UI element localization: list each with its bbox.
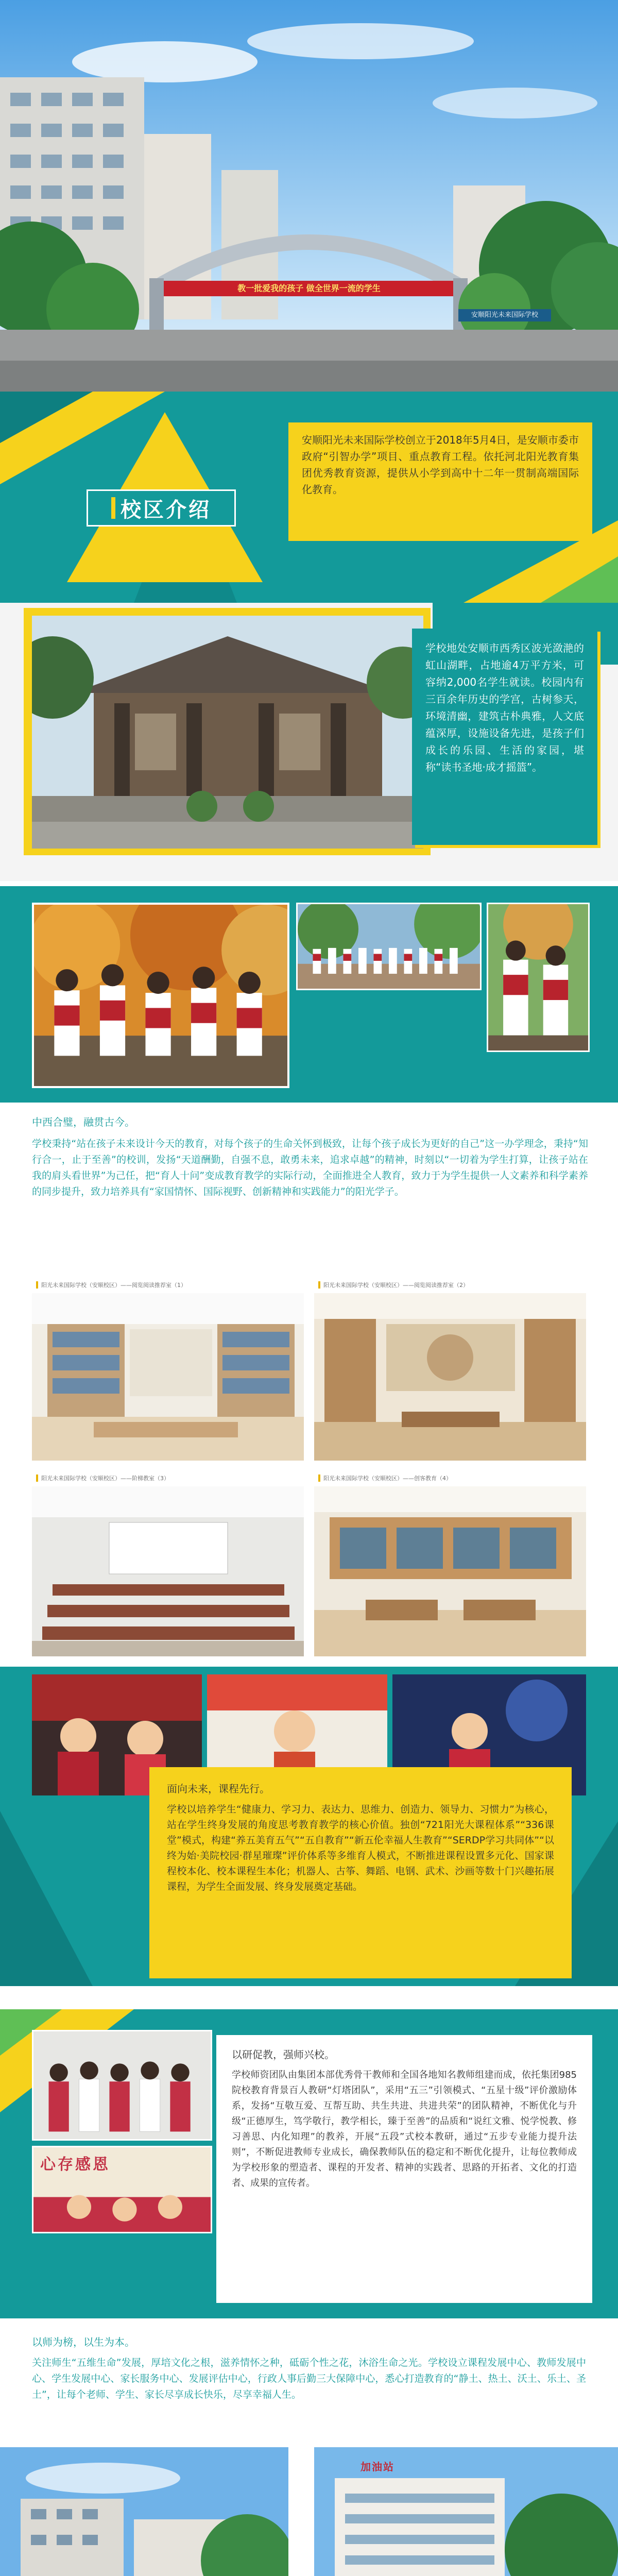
intro-heading: 校区介绍 — [121, 498, 211, 522]
philosophy-block — [32, 1136, 588, 1200]
teachers-group-photo — [32, 2030, 212, 2141]
parents-text: 关注师生“五维生命”发展，厚培文化之根，滋养情怀之种，砥砺个性之花，沐浴生命之光。学校设立课程发展中心、教师发展中心、学生发展中心、家长服务中心、发展评估中心，行政人事后勤三大保障中心，悉心打造教育的“静土、热土、沃土、乐土、圣土”，让每个老师、学生、家长尽享成长快乐，尽享幸福人生。 — [32, 2357, 586, 2400]
teachers-photo-caption: 心存感恩 — [40, 2156, 110, 2174]
teachers-text: 学校师资团队由集团本部优秀骨干教师和全国各地知名教师组建而成，依托集团985院校教育背景百人教研“灯塔团队”，采用“五三”引领模式、“五星十级”评价激励体系，发扬“互敬互爱、互帮互助、共生共进、共进共荣”的团队精神，不断优化与升级“正德厚生，笃学敬行，教学相长，臻于至善”的品质和“说红文雅、悦学悦教、修习善思、内化知理”的教养，开展“五段”式校本教研，通过“五步专业能力提升法则”，不断促进教师专业成长，确保教师队伍的稳定和不断优化提升，让每位教师成为学校形象的塑造者、课程的开发者、精神的实践者、思路的开拓者、文化的打造者、成果的宣传者。 — [232, 2070, 577, 2189]
room-card-3 — [32, 1471, 304, 1656]
room-card-3-header-text: 阳光未来国际学校（安顺校区）——阶梯教室（3） — [41, 1475, 169, 1482]
maker-room-photo — [314, 1486, 586, 1656]
intro-text-box — [288, 422, 592, 541]
gate-banner: 教一批爱我的孩子 做全世界一流的学生 — [237, 283, 381, 293]
building-sign: 加油站 — [360, 2461, 394, 2473]
campus-buildings-photo — [0, 2447, 288, 2576]
room-card-3-header — [32, 1471, 304, 1485]
ancient-hall-photo — [32, 616, 423, 849]
reading-room-1-photo — [32, 1293, 304, 1461]
room-card-4-header-text: 阳光未来国际学校（安顺校区）——创客教育（4） — [323, 1475, 452, 1482]
philosophy-lead: 中西合璧，融贯古今。 — [32, 1116, 135, 1128]
intro-text: 安顺阳光未来国际学校创立于2018年5月4日，是安顺市委市政府“引智办学”项目、重点教育工程。依托河北阳光教育集团优秀教育资源，提供从小学到高中十二年一贯制高端国际化教育。 — [302, 434, 579, 496]
hero-campus-photo — [0, 0, 618, 392]
students-outdoor-photo — [296, 903, 482, 990]
teachers-text-box — [216, 2035, 592, 2303]
teachers-lead: 以研促教，强师兴校。 — [232, 2048, 335, 2061]
lecture-hall-photo — [32, 1486, 304, 1656]
campus-text: 学校地处安顺市西秀区波光潋滟的虹山湖畔，占地逾4万平方米，可容纳2,000名学生就读。校园内有三百余年历史的学宫，古树参天，环境清幽，建筑古朴典雅，人文底蕴深厚，设施设备先进，是孩子们成长的乐园、生活的家园，堪称“读书圣地·成才摇篮”。 — [425, 642, 584, 773]
campus-text-box — [412, 629, 597, 845]
students-autumn-photo — [32, 903, 289, 1088]
curriculum-text-box — [149, 1767, 572, 1978]
room-card-4-header — [314, 1471, 586, 1485]
reading-room-2-photo — [314, 1293, 586, 1461]
parents-lead: 以师为榜，以生为本。 — [32, 2336, 135, 2348]
room-card-2-header — [314, 1278, 586, 1292]
room-card-1 — [32, 1278, 304, 1461]
room-card-4 — [314, 1471, 586, 1656]
room-card-1-header — [32, 1278, 304, 1292]
intro-heading-box — [87, 489, 236, 527]
parents-block — [32, 2334, 586, 2403]
curriculum-lead: 面向未来，课程先行。 — [167, 1783, 270, 1795]
philosophy-text: 学校秉持“站在孩子未来设计今天的教育，对每个孩子的生命关怀到极致，让每个孩子成长为更好的自己”这一办学理念，秉持“知行合一，止于至善”的校训，发扬“天道酬勤，自强不息，敢勇未来，追求卓越”的精神，时刻以“一切着为学生打算，让孩子站在我的肩头看世界”为己任，把“育人十问”变成教育教学的实际行动，全面推进全人教育，致力于为学生提供一人文素养和科学素养的同步提升，致力培养具有“家国情怀、国际视野、创新精神和实践能力”的阳光学子。 — [32, 1138, 588, 1197]
room-card-1-header-text: 阳光未来国际学校（安顺校区）——阅览阅读推荐室（1） — [41, 1282, 186, 1289]
gate-sign: 安顺阳光未来国际学校 — [458, 309, 551, 321]
room-card-2-header-text: 阳光未来国际学校（安顺校区）——阅览阅读推荐室（2） — [323, 1282, 469, 1289]
room-card-2 — [314, 1278, 586, 1461]
intro-heading-bar — [111, 497, 115, 519]
students-pair-photo — [487, 903, 590, 1052]
curriculum-text: 学校以培养学生“健康力、学习力、表达力、思维力、创造力、领导力、习惯力”为核心，站在学生终身发展的角度思考教育教学的核心价值。独创“721阳光大课程体系”“336课堂”模式，构建“养五美育五气”“五自教育”“新五伦幸福人生教育”“SERDP学习共同体”“以终为始·美院校园·群星璀璨”评价体系等多维育人模式，不断推进课程设置多元化、国家课程校本化、校本课程生本化；机器人、古筝、舞蹈、电钢、武术、沙画等数十门兴趣拓展课程，为学生全面发展、终身发展奠定基础。 — [167, 1804, 554, 1892]
gas-station-building-photo — [314, 2447, 618, 2576]
